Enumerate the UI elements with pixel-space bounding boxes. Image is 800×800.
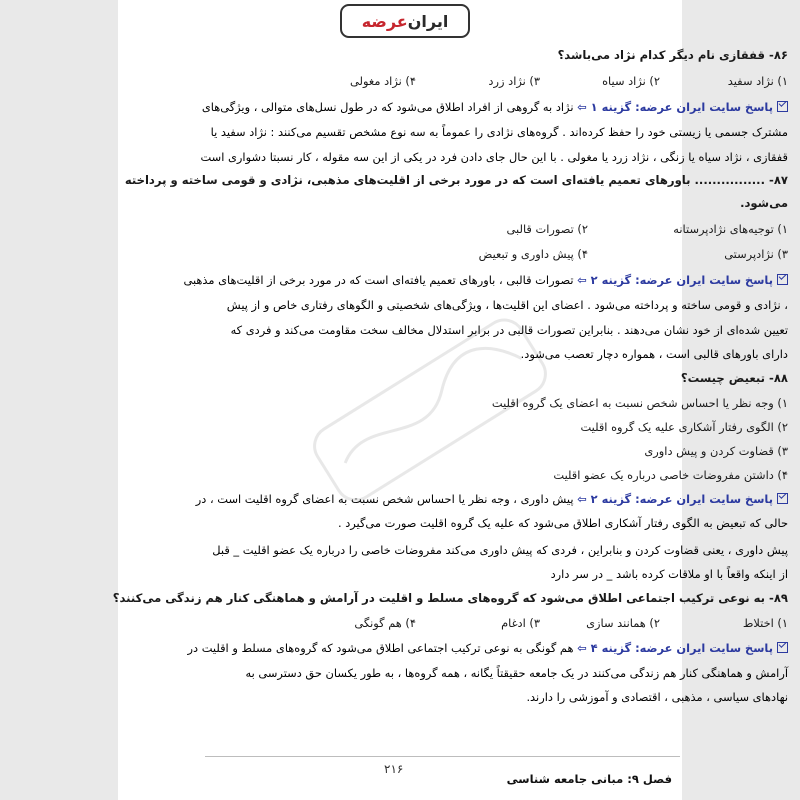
option: ۴) هم گونگی xyxy=(354,616,416,630)
answer-label: پاسخ سایت ایران عرضه: گزینه ۲ ⇦ xyxy=(577,492,773,506)
question-89: ۸۹- به نوعی ترکیب اجتماعی اطلاق می‌شود که گروه‌های مسلط و اقلیت در آرامش و هماهنگی کنار هم زندگی می‌کنند؟ xyxy=(112,591,788,605)
option: ۳) نژادپرستی xyxy=(724,247,788,261)
chapter-title: فصل ۹: مبانی جامعه شناسی xyxy=(506,772,672,786)
question-88: ۸۸- تبعیض چیست؟ xyxy=(680,371,788,385)
answer-text: هم گونگی به نوعی ترکیب اجتماعی اطلاق می‌شود که گروه‌های مسلط و اقلیت در xyxy=(187,641,578,655)
answer-text: از اینکه واقعاً با او ملاقات کرده باشد _ در سر دارد xyxy=(550,567,788,581)
checkbox-icon xyxy=(777,493,788,504)
option: ۲) الگوی رفتار آشکاری علیه یک گروه اقلیت xyxy=(580,420,788,434)
answer-text: نژاد به گروهی از افراد اطلاق می‌شود که در طول نسل‌های متوالی ، ویژگی‌های xyxy=(201,100,578,114)
option: ۴) داشتن مفروضات خاصی درباره یک عضو اقلیت xyxy=(553,468,788,482)
answer-text: دارای باورهای قالبی است ، همواره دچار تعصب می‌شود. xyxy=(520,347,788,361)
answer-86 xyxy=(12,99,788,115)
checkbox-icon xyxy=(777,274,788,285)
footer-divider xyxy=(205,756,680,757)
options-87a xyxy=(12,221,788,237)
question-87: ۸۷- ................ باورهای تعمیم یافته‌ای است که در مورد برخی از اقلیت‌های مذهبی، نژادی و قومی ساخته و پرداخته xyxy=(124,173,788,187)
question-87-cont: می‌شود. xyxy=(740,196,788,210)
option: ۴) پیش داوری و تبعیض xyxy=(478,247,588,261)
option: ۱) اختلاط xyxy=(742,616,788,630)
answer-text: ، نژادی و قومی ساخته و پرداخته می‌شود . اعضای این اقلیت‌ها ، ویژگی‌های شخصیتی و الگوهای رفتاری خاص و از پیش xyxy=(226,298,788,312)
checkbox-icon xyxy=(777,642,788,653)
option: ۴) نژاد مغولی xyxy=(350,74,416,88)
option: ۲) نژاد سیاه xyxy=(602,74,660,88)
answer-text: پیش داوری ، وجه نظر یا احساس شخص نسبت به اعضای گروه اقلیت است ، در xyxy=(195,492,578,506)
options-89 xyxy=(12,615,788,631)
checkbox-icon xyxy=(777,101,788,112)
answer-text: تعیین شده‌ای از خود نشان می‌دهند . بنابراین تصورات قالبی در برابر استدلال مخالف سخت مقاومت می‌کند و فردی که xyxy=(230,323,788,337)
option: ۱) نژاد سفید xyxy=(727,74,788,88)
answer-text: آرامش و هماهنگی کنار هم زندگی می‌کنند در یک جامعه حقیقتاً یگانه ، همه گروه‌ها ، به طور یکسان حق دسترسی به xyxy=(245,666,788,680)
answer-87 xyxy=(12,272,788,288)
answer-text: مشترک جسمی یا زیستی خود را حفظ کرده‌اند . گروه‌های نژادی را عموماً به سه نوع مشخص تقسیم می‌کنند : نژاد سفید یا xyxy=(210,125,788,139)
answer-label: پاسخ سایت ایران عرضه: گزینه ۴ ⇦ xyxy=(577,641,773,655)
options-86 xyxy=(12,73,788,89)
option: ۱) وجه نظر یا احساس شخص نسبت به اعضای یک گروه اقلیت xyxy=(491,396,788,410)
option: ۳) قضاوت کردن و پیش داوری xyxy=(644,444,788,458)
question-86: ۸۶- قفقازی نام دیگر کدام نژاد می‌باشد؟ xyxy=(557,48,788,62)
answer-89 xyxy=(12,640,788,656)
option: ۳) نژاد زرد xyxy=(488,74,540,88)
answer-text: پیش داوری ، یعنی قضاوت کردن و بنابراین ، فردی که پیش داوری می‌کند مفروضات خاصی را درباره یک عضو اقلیت _ قبل xyxy=(212,543,788,557)
answer-text: نهادهای سیاسی ، مذهبی ، اقتصادی و آموزشی را دارند. xyxy=(526,690,788,704)
logo-text-b: عرضه xyxy=(361,11,408,31)
answer-88 xyxy=(12,491,788,507)
option: ۳) ادغام xyxy=(501,616,540,630)
options-87b xyxy=(12,246,788,262)
answer-text: تصورات قالبی ، باورهای تعمیم یافته‌ای است که در مورد برخی از اقلیت‌های مذهبی xyxy=(183,273,578,287)
option: ۱) توجیه‌های نژادپرستانه xyxy=(673,222,788,236)
option: ۲) تصورات قالبی xyxy=(506,222,588,236)
logo-text-a: ایران xyxy=(407,11,449,31)
page-number: ۲۱۶ xyxy=(384,762,404,776)
option: ۲) همانند سازی xyxy=(586,616,660,630)
answer-text: حالی که تبعیض به الگوی رفتار آشکاری اطلاق می‌شود که علیه یک گروه اقلیت صورت می‌گیرد . xyxy=(337,516,788,530)
answer-label: پاسخ سایت ایران عرضه: گزینه ۲ ⇦ xyxy=(577,273,773,287)
answer-label: پاسخ سایت ایران عرضه: گزینه ۱ ⇦ xyxy=(577,100,773,114)
answer-text: قفقازی ، نژاد سیاه یا زنگی ، نژاد زرد یا مغولی . با این حال جای دادن فرد در یکی از این سه مقوله ، کار نسبتا دشواری است xyxy=(200,150,788,164)
